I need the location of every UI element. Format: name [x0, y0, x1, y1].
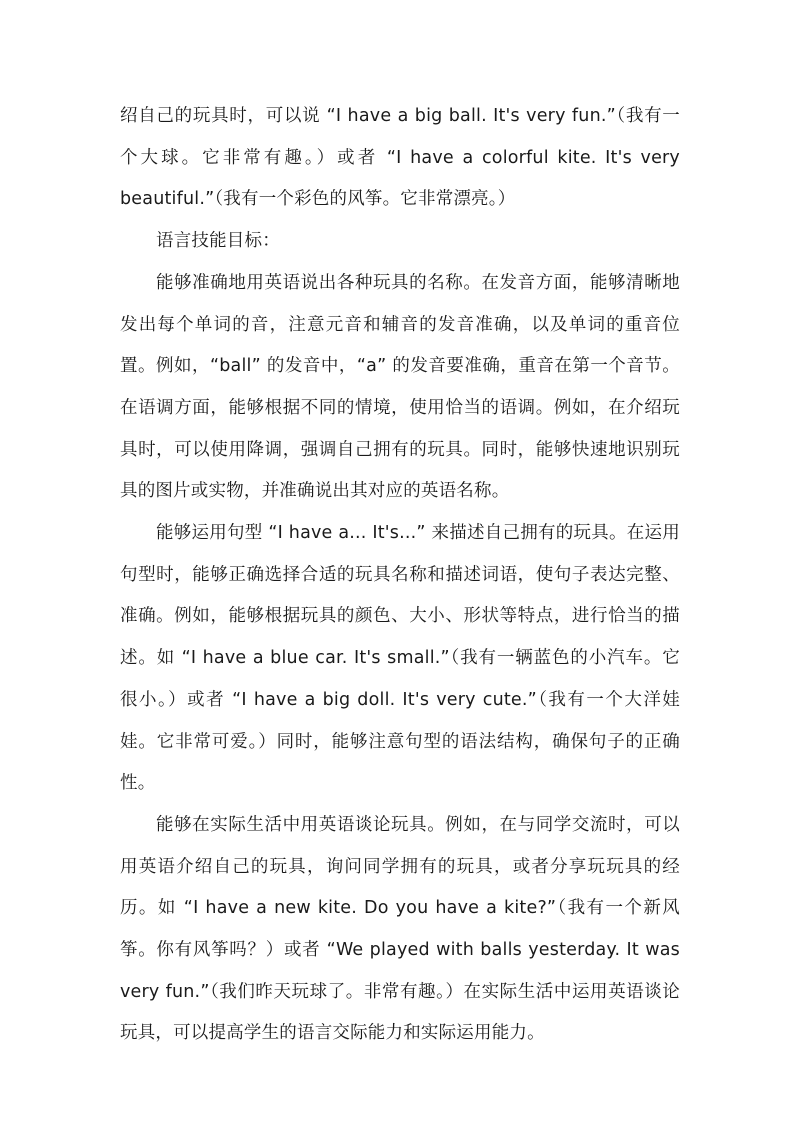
paragraph-continuation: 绍自己的玩具时，可以说 “I have a big ball. It's very fun.”（我有一个大球。它非常有趣。）或者 “I have a colorful kite. It's very beautiful.”（我有一个彩色的风筝。它非常漂亮。）	[120, 106, 680, 210]
paragraph-vocabulary-pronunciation: 能够准确地用英语说出各种玩具的名称。在发音方面，能够清晰地发出每个单词的音，注意元音和辅音的发音准确，以及单词的重音位置。例如，“ball” 的发音中，“a” 的发音要准确，重音在第一个音节。在语调方面，能够根据不同的情境，使用恰当的语调。例如，在介绍玩具时，可以使用降调，强调自己拥有的玩具。同时，能够快速地识别玩具的图片或实物，并准确说出其对应的英语名称。	[120, 272, 680, 502]
section-heading-language-skills: 语言技能目标：	[156, 231, 280, 252]
document-body	[120, 96, 680, 1055]
paragraph-sentence-pattern: 能够运用句型 “I have a... It's...” 来描述自己拥有的玩具。在运用句型时，能够正确选择合适的玩具名称和描述词语，使句子表达完整、准确。例如，能够根据玩具的颜色、大小、形状等特点，进行恰当的描述。如 “I have a blue car. It's small.”（我有一辆蓝色的小汽车。它很小。）或者 “I have a big doll. It's very cute.”（我有一个大洋娃娃。它非常可爱。）同时，能够注意句型的语法结构，确保句子的正确性。	[120, 523, 680, 794]
paragraph-real-life-usage: 能够在实际生活中用英语谈论玩具。例如，在与同学交流时，可以用英语介绍自己的玩具，询问同学拥有的玩具，或者分享玩玩具的经历。如 “I have a new kite. Do you have a kite?”（我有一个新风筝。你有风筝吗？）或者 “We played with balls yesterday. It was very fun.”（我们昨天玩球了。非常有趣。）在实际生活中运用英语谈论玩具，可以提高学生的语言交际能力和实际运用能力。	[120, 814, 680, 1044]
